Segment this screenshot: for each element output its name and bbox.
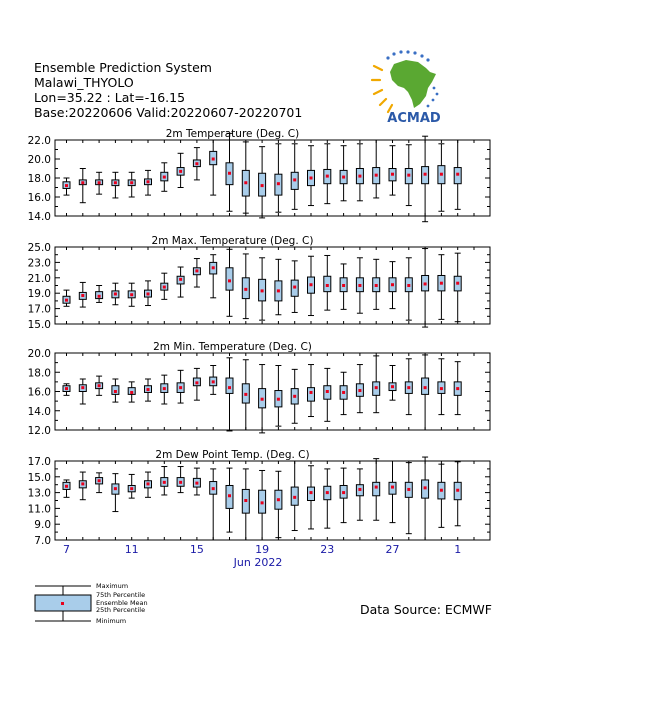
panel-title: 2m Max. Temperature (Deg. C) [151, 235, 314, 247]
y-tick-label: 22.0 [27, 135, 51, 147]
mean-marker [98, 181, 101, 184]
mean-marker [456, 173, 459, 176]
panel-title: 2m Temperature (Deg. C) [165, 128, 300, 140]
data-source: Data Source: ECMWF [360, 602, 492, 617]
mean-marker [244, 288, 247, 291]
legend [30, 580, 200, 632]
mean-marker [375, 284, 378, 287]
mean-marker [244, 393, 247, 396]
mean-marker [342, 491, 345, 494]
y-tick-label: 17.0 [27, 456, 51, 468]
mean-marker [179, 170, 182, 173]
y-tick-label: 13.0 [27, 487, 51, 500]
mean-marker [440, 282, 443, 285]
mean-marker [375, 486, 378, 489]
legend-minimum: Minimum [96, 617, 127, 625]
mean-marker [424, 282, 427, 285]
y-tick-label: 18.0 [27, 367, 51, 380]
mean-marker [293, 178, 296, 181]
y-tick-label: 20.0 [27, 154, 51, 166]
mean-marker [244, 181, 247, 184]
mean-marker [326, 175, 329, 178]
mean-marker [277, 182, 280, 185]
y-tick-label: 7.0 [34, 535, 51, 547]
mean-marker [65, 299, 68, 302]
mean-marker [212, 158, 215, 161]
y-tick-label: 25.0 [27, 242, 51, 254]
header-line-1: Ensemble Prediction System [34, 60, 212, 75]
x-tick-label: 27 [385, 543, 400, 556]
mean-marker [391, 173, 394, 176]
legend-p75: 75th Percentile [96, 591, 146, 599]
mean-marker [407, 488, 410, 491]
y-tick-label: 16.0 [27, 386, 51, 399]
mean-marker [277, 289, 280, 292]
mean-marker [424, 386, 427, 389]
mean-marker [310, 283, 313, 286]
mean-marker [456, 387, 459, 390]
mean-marker [310, 177, 313, 180]
mean-marker [342, 391, 345, 394]
mean-marker [98, 295, 101, 298]
mean-marker [375, 386, 378, 389]
header-line-2: Malawi_THYOLO [34, 75, 134, 90]
mean-marker [147, 292, 150, 295]
mean-marker [163, 481, 166, 484]
mean-marker [407, 284, 410, 287]
x-tick-label: 1 [454, 543, 462, 556]
iqr-box [226, 378, 233, 393]
mean-marker [228, 386, 231, 389]
legend-mean: Ensemble Mean [96, 599, 148, 607]
mean-marker [81, 181, 84, 184]
mean-marker [195, 381, 198, 384]
mean-marker [261, 184, 264, 187]
mean-marker [98, 384, 101, 387]
x-tick-label: 7 [63, 543, 70, 556]
mean-marker [147, 180, 150, 183]
mean-marker [163, 286, 166, 289]
mean-marker [114, 390, 117, 393]
mean-marker [130, 181, 133, 184]
mean-marker [114, 181, 117, 184]
mean-marker [293, 286, 296, 289]
mean-marker [261, 398, 264, 401]
mean-marker [163, 176, 166, 179]
y-tick-label: 15.0 [27, 319, 51, 331]
mean-marker [212, 487, 215, 490]
mean-marker [293, 496, 296, 499]
iqr-box [324, 276, 331, 291]
mean-marker [456, 282, 459, 285]
mean-marker [424, 173, 427, 176]
mean-marker [310, 391, 313, 394]
mean-marker [114, 292, 117, 295]
mean-marker [65, 184, 68, 187]
mean-marker [65, 387, 68, 390]
mean-marker [358, 389, 361, 392]
mean-marker [326, 390, 329, 393]
y-tick-label: 12.0 [27, 425, 51, 437]
mean-marker [130, 391, 133, 394]
legend-maximum: Maximum [96, 582, 129, 590]
x-tick-label: 15 [189, 543, 204, 556]
mean-marker [195, 162, 198, 165]
mean-marker [310, 491, 313, 494]
mean-marker [81, 386, 84, 389]
y-tick-label: 19.0 [27, 288, 51, 301]
mean-marker [375, 174, 378, 177]
mean-marker [407, 386, 410, 389]
mean-marker [277, 398, 280, 401]
mean-marker [326, 491, 329, 494]
mean-marker [326, 284, 329, 287]
mean-marker [98, 479, 101, 482]
mean-marker [147, 388, 150, 391]
iqr-box [226, 268, 233, 290]
mean-marker [358, 488, 361, 491]
legend-box-diagram [30, 580, 200, 628]
mean-marker [358, 284, 361, 287]
mean-marker [81, 294, 84, 297]
y-tick-label: 9.0 [34, 519, 51, 532]
mean-marker [342, 284, 345, 287]
header-line-4: Base:20220606 Valid:20220607-20220701 [34, 105, 303, 120]
mean-marker [391, 486, 394, 489]
mean-marker [212, 266, 215, 269]
mean-marker [114, 487, 117, 490]
x-tick-label: 11 [124, 543, 139, 556]
mean-marker [65, 485, 68, 488]
mean-marker [358, 175, 361, 178]
mean-marker [195, 482, 198, 485]
y-tick-label: 18.0 [27, 173, 51, 185]
mean-marker [81, 482, 84, 485]
y-tick-label: 15.0 [27, 471, 51, 484]
mean-marker [147, 482, 150, 485]
y-tick-label: 16.0 [27, 192, 51, 204]
y-tick-label: 11.0 [27, 503, 51, 516]
mean-marker [407, 174, 410, 177]
mean-marker [261, 289, 264, 292]
mean-marker [424, 486, 427, 489]
mean-marker [179, 481, 182, 484]
x-tick-label: 19 [255, 543, 270, 556]
mean-marker [228, 494, 231, 497]
mean-marker [440, 489, 443, 492]
mean-marker [440, 173, 443, 176]
mean-marker [440, 387, 443, 390]
mean-marker [244, 499, 247, 502]
mean-marker [293, 395, 296, 398]
mean-marker [212, 380, 215, 383]
iqr-box [308, 388, 315, 401]
mean-marker [391, 385, 394, 388]
panel-title: 2m Min. Temperature (Deg. C) [153, 341, 312, 353]
header-line-3: Lon=35.22 : Lat=-16.15 [34, 90, 186, 105]
y-tick-label: 17.0 [27, 303, 51, 316]
y-tick-label: 23.0 [27, 257, 51, 270]
mean-marker [179, 278, 182, 281]
mean-marker [261, 501, 264, 504]
y-tick-label: 14.0 [27, 405, 51, 418]
mean-marker [228, 172, 231, 175]
x-axis-label: Jun 2022 [233, 556, 283, 569]
mean-marker [163, 387, 166, 390]
mean-marker [195, 269, 198, 272]
y-tick-label: 21.0 [27, 272, 51, 285]
mean-marker [342, 176, 345, 179]
iqr-box [373, 482, 380, 495]
mean-marker [179, 386, 182, 389]
mean-marker [391, 283, 394, 286]
y-tick-label: 20.0 [27, 348, 51, 360]
x-tick-label: 23 [320, 543, 335, 556]
y-tick-label: 14.0 [27, 211, 51, 223]
logo-text: ACMAD [387, 111, 441, 126]
panel-title: 2m Dew Point Temp. (Deg. C) [155, 449, 310, 461]
mean-marker [456, 489, 459, 492]
mean-marker [130, 487, 133, 490]
mean-marker [277, 498, 280, 501]
mean-marker [228, 279, 231, 282]
mean-marker [130, 293, 133, 296]
legend-p25: 25th Percentile [96, 606, 146, 614]
